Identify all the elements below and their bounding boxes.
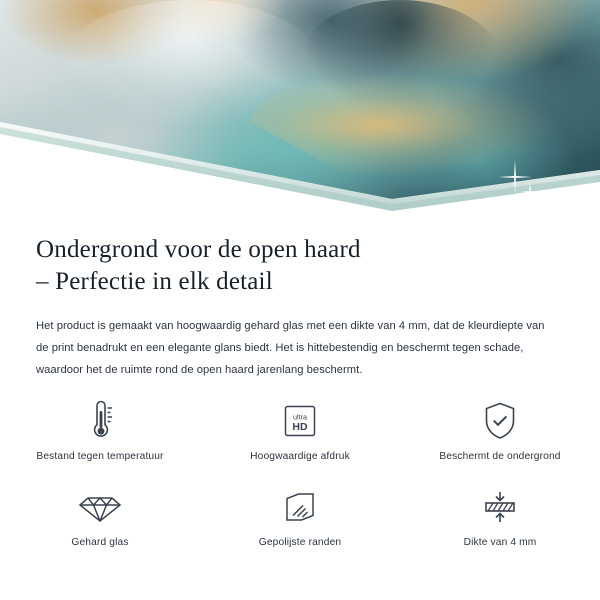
feature-grid [0,392,600,564]
product-description-block [0,218,600,382]
headline-line-1: Ondergrond voor de open haard [36,236,361,263]
feature-item-print-quality [200,392,400,478]
feature-item-polished-edges [200,478,400,564]
feature-label: Gehard glas [71,537,129,548]
feature-item-surface-protection [400,392,600,478]
headline-line-2: – Perfectie in elk detail [36,268,273,295]
feature-label: Hoogwaardige afdruk [250,451,350,462]
description-text: Het product is gemaakt van hoogwaardig gehard glas met een dikte van 4 mm, dat de kleurdiepte van de print benadrukt en een elegante glans biedt. Het is hittebestendig en beschermt tegen schade, waardoor het de ruimte rond de open haard jarenlang beschermt. [36,320,545,376]
feature-item-tempered-glass [0,478,200,564]
feature-label: Dikte van 4 mm [463,537,537,548]
diamond-icon [78,484,122,530]
svg-text:HD: HD [292,421,308,433]
feature-label: Gepolijste randen [258,537,342,548]
feature-item-temperature [0,392,200,478]
polished-edges-icon [280,484,320,530]
thickness-4mm-icon [478,484,522,530]
glass-thickness-edge [0,120,600,218]
ultra-hd-icon [280,398,320,444]
feature-label: Bestand tegen temperatuur [36,451,164,462]
feature-item-thickness [400,478,600,564]
svg-text:ultra: ultra [293,412,307,422]
hero-image [0,0,600,218]
thermometer-icon [83,398,117,444]
feature-label: Beschermt de ondergrond [439,451,561,462]
shield-check-icon [480,398,520,444]
page-title [0,218,600,298]
